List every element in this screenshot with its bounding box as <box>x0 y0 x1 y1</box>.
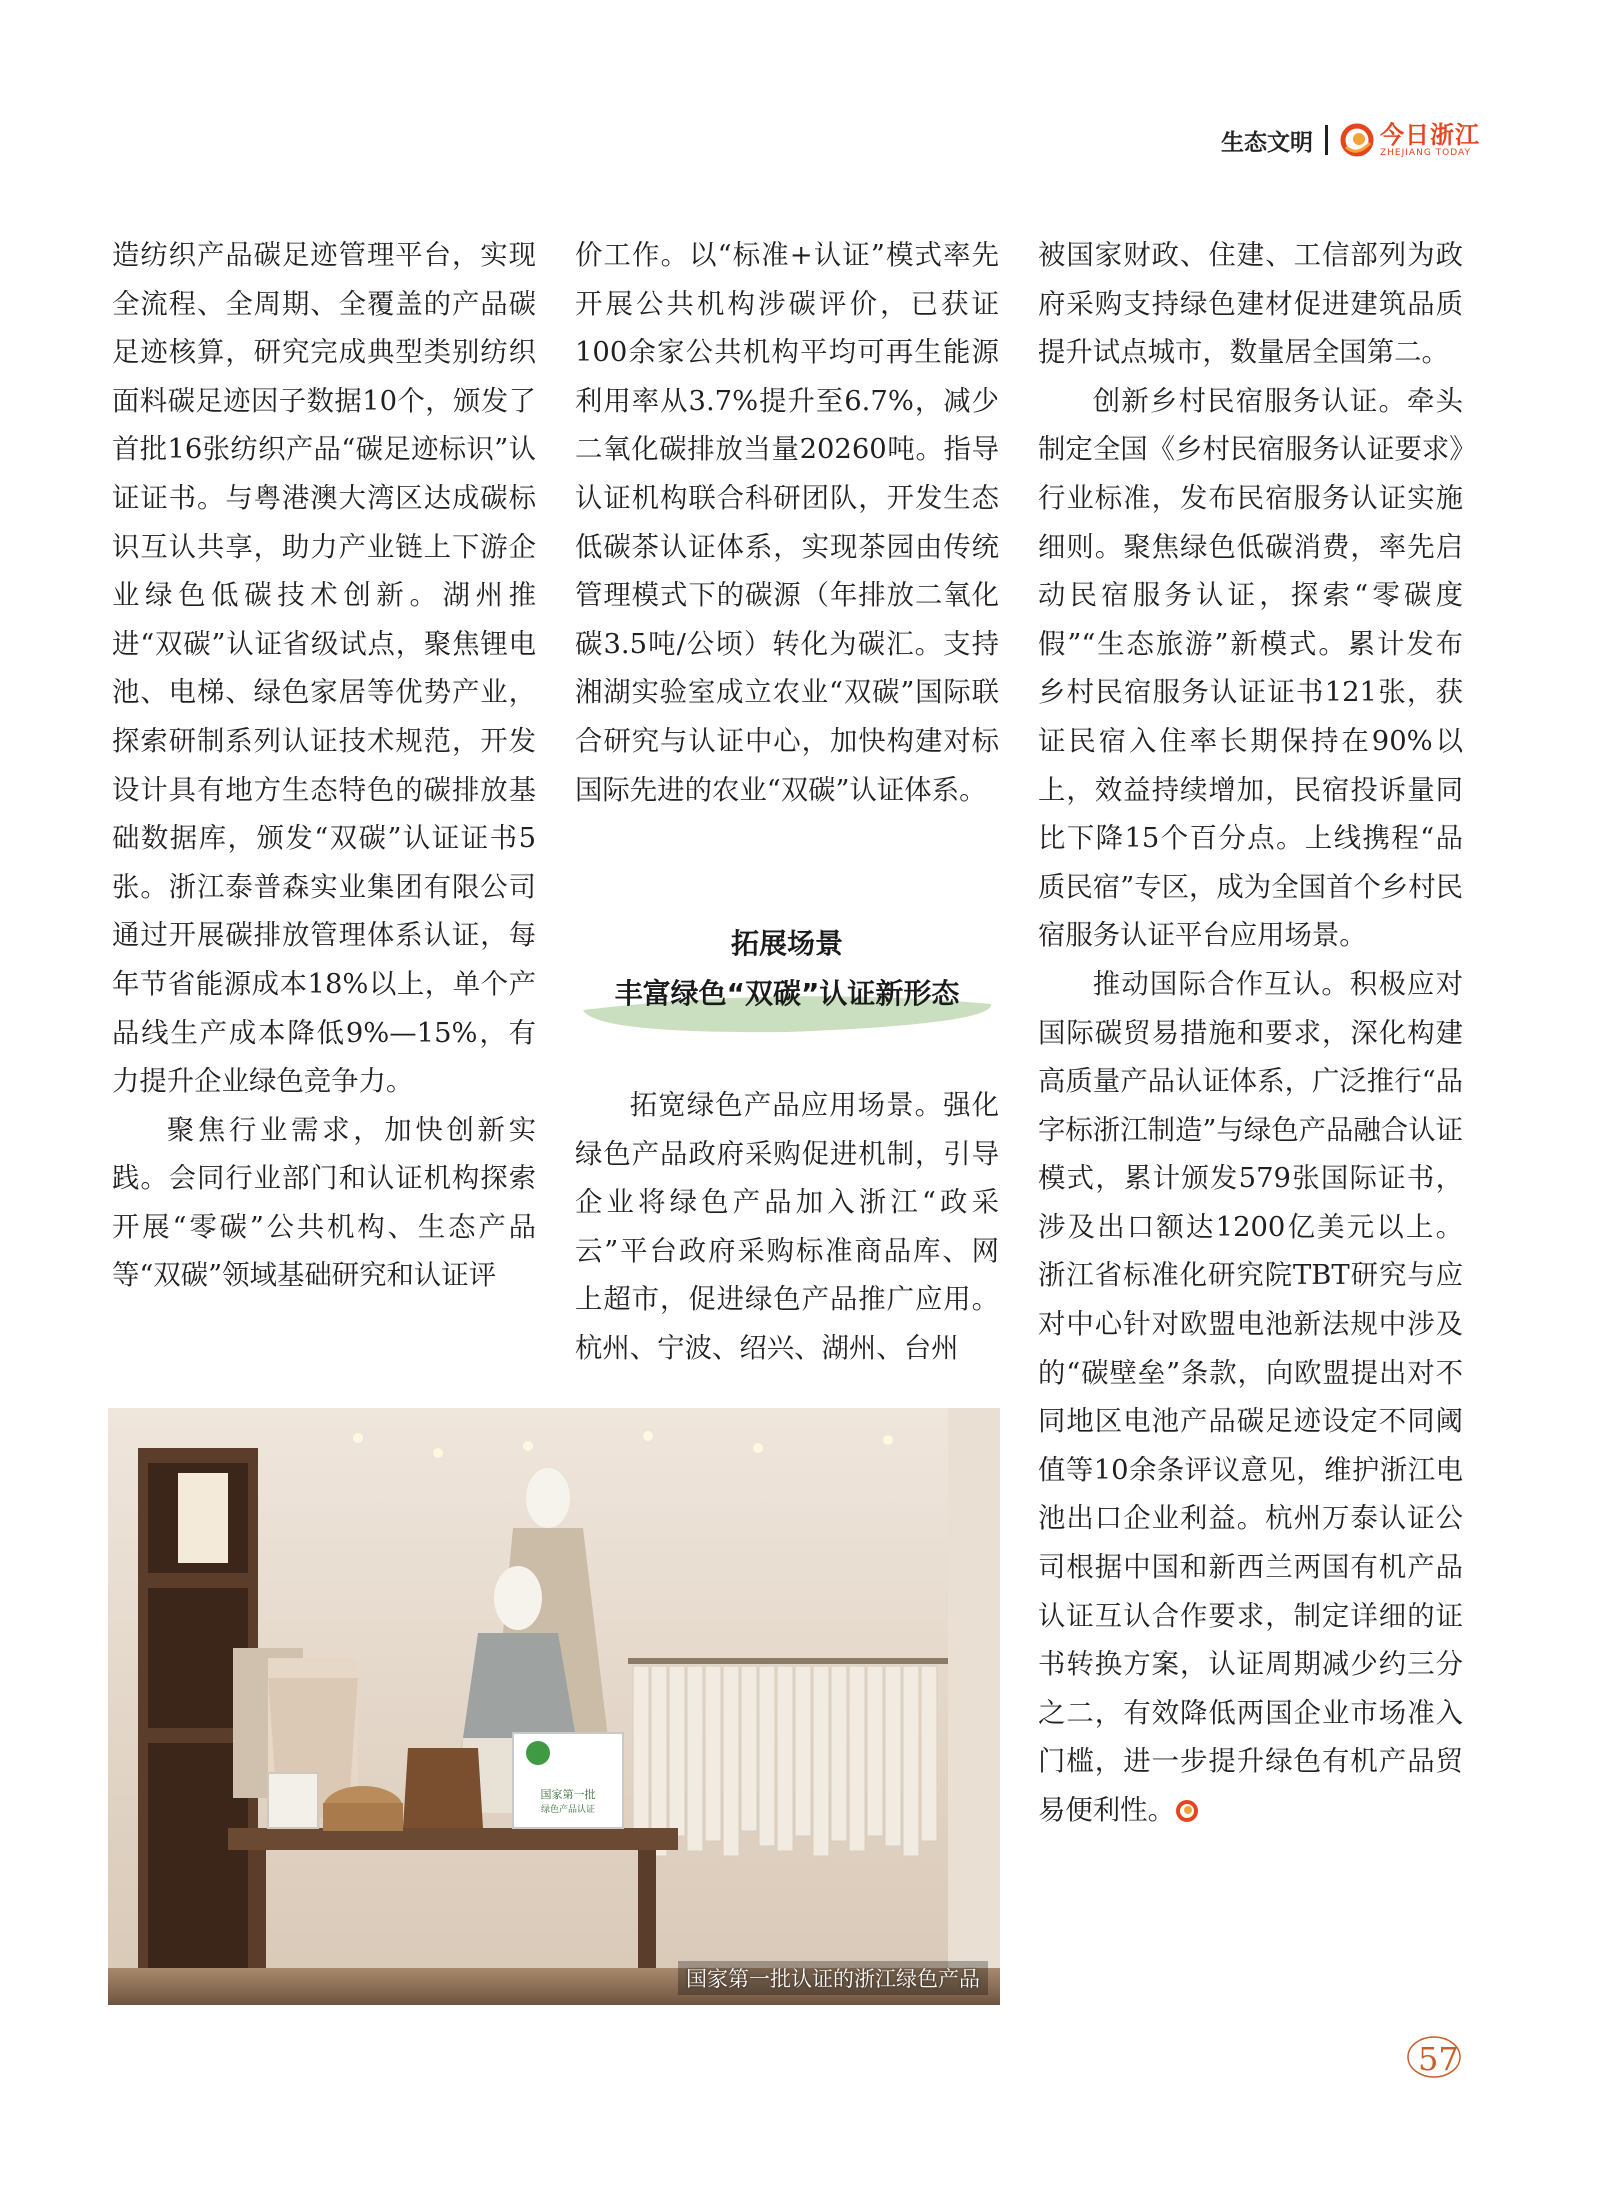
paragraph-text: 推动国际合作互认。积极应对国际碳贸易措施和要求，深化构建高质量产品认证体系，广泛推行“品字标浙江制造”与绿色产品融合认证模式，累计颁发579张国际证书，涉及出口额达1200亿美元以上。浙江省标准化研究院TBT研究与应对中心针对欧盟电池新法规中涉及的“碳壁垒”条款，向欧盟提出对不同地区电池产品碳足迹设定不同阈值等10余条评议意见，维护浙江电池出口企业利益。杭州万泰认证公司根据中国和新西兰两国有机产品认证互认合作要求，制定详细的证书转换方案，认证周期减少约三分之二，有效降低两国企业市场准入门槛，进一步提升绿色有机产品贸易便利性。 <box>1038 968 1463 1826</box>
section-heading <box>575 920 999 1038</box>
end-of-article-icon <box>1175 1799 1199 1823</box>
sign-line-1: 国家第一批 <box>540 1788 596 1801</box>
paragraph <box>1038 961 1463 1836</box>
green-product-certificate-sign <box>513 1733 623 1828</box>
paragraph: 被国家财政、住建、工信部列为政府采购支持绿色建材促进建筑品质提升试点城市，数量居全国第二。 <box>1038 240 1463 369</box>
sign-line-2: 绿色产品认证 <box>540 1805 596 1815</box>
text-column-3 <box>1038 232 1463 1836</box>
photo-caption: 国家第一批认证的浙江绿色产品 <box>678 1961 988 1995</box>
logo-chinese-text: 今日浙江 <box>1380 120 1480 149</box>
store-interior-illustration <box>108 1408 1000 2005</box>
paragraph: 聚焦行业需求，加快创新实践。会同行业部门和认证机构探索开展“零碳”公共机构、生态产品等“双碳”领域基础研究和认证评 <box>112 1114 536 1292</box>
paragraph: 拓宽绿色产品应用场景。强化绿色产品政府采购促进机制，引导企业将绿色产品加入浙江“政采云”平台政府采购标准商品库、网上超市，促进绿色产品推广应用。杭州、宁波、绍兴、湖州、台州 <box>575 1090 999 1364</box>
text-column-2-continued <box>575 1082 999 1374</box>
text-column-1 <box>112 232 536 1301</box>
paragraph: 价工作。以“标准+认证”模式率先开展公共机构涉碳评价，已获证100余家公共机构平均可再生能源利用率从3.7%提升至6.7%，减少二氧化碳排放当量20260吨。指导认证机构联合科研团队，开发生态低碳茶认证体系，实现茶园由传统管理模式下的碳源（年排放二氧化碳3.5吨/公顷）转化为碳汇。支持湘湖实验室成立农业“双碳”国际联合研究与认证中心，加快构建对标国际先进的农业“双碳”认证体系。 <box>575 240 999 806</box>
page-number: 57 <box>1418 2040 1459 2078</box>
paragraph: 创新乡村民宿服务认证。牵头制定全国《乡村民宿服务认证要求》行业标准，发布民宿服务认证实施细则。聚焦绿色低碳消费，率先启动民宿服务认证，探索“零碳度假”“生态旅游”新模式。累计发布乡村民宿服务认证证书121张，获证民宿入住率长期保持在90%以上，效益持续增加，民宿投诉量同比下降15个百分点。上线携程“品质民宿”专区，成为全国首个乡村民宿服务认证平台应用场景。 <box>1038 385 1463 952</box>
text-column-2 <box>575 232 999 815</box>
logo-english-text: ZHEJIANG TODAY <box>1380 147 1471 158</box>
section-title: 丰富绿色“双碳”认证新形态 <box>614 977 960 1010</box>
store-photo <box>108 1408 1000 2005</box>
magazine-logo <box>1340 120 1480 158</box>
paragraph: 造纺织产品碳足迹管理平台，实现全流程、全周期、全覆盖的产品碳足迹核算，研究完成典型类别纺织面料碳足迹因子数据10个，颁发了首批16张纺织产品“碳足迹标识”认证证书。与粤港澳大湾区达成碳标识互认共享，助力产业链上下游企业绿色低碳技术创新。湖州推进“双碳”认证省级试点，聚焦锂电池、电梯、绿色家居等优势产业，探索研制系列认证技术规范，开发设计具有地方生态特色的碳排放基础数据库，颁发“双碳”认证证书5张。浙江泰普森实业集团有限公司通过开展碳排放管理体系认证，每年节省能源成本18%以上，单个产品线生产成本降低9%—15%，有力提升企业绿色竞争力。 <box>112 240 536 1098</box>
page-header <box>1221 120 1480 160</box>
header-divider <box>1325 125 1328 155</box>
section-kicker: 拓展场景 <box>730 927 843 960</box>
section-name: 生态文明 <box>1221 129 1313 156</box>
logo-swirl-icon <box>1340 123 1374 157</box>
